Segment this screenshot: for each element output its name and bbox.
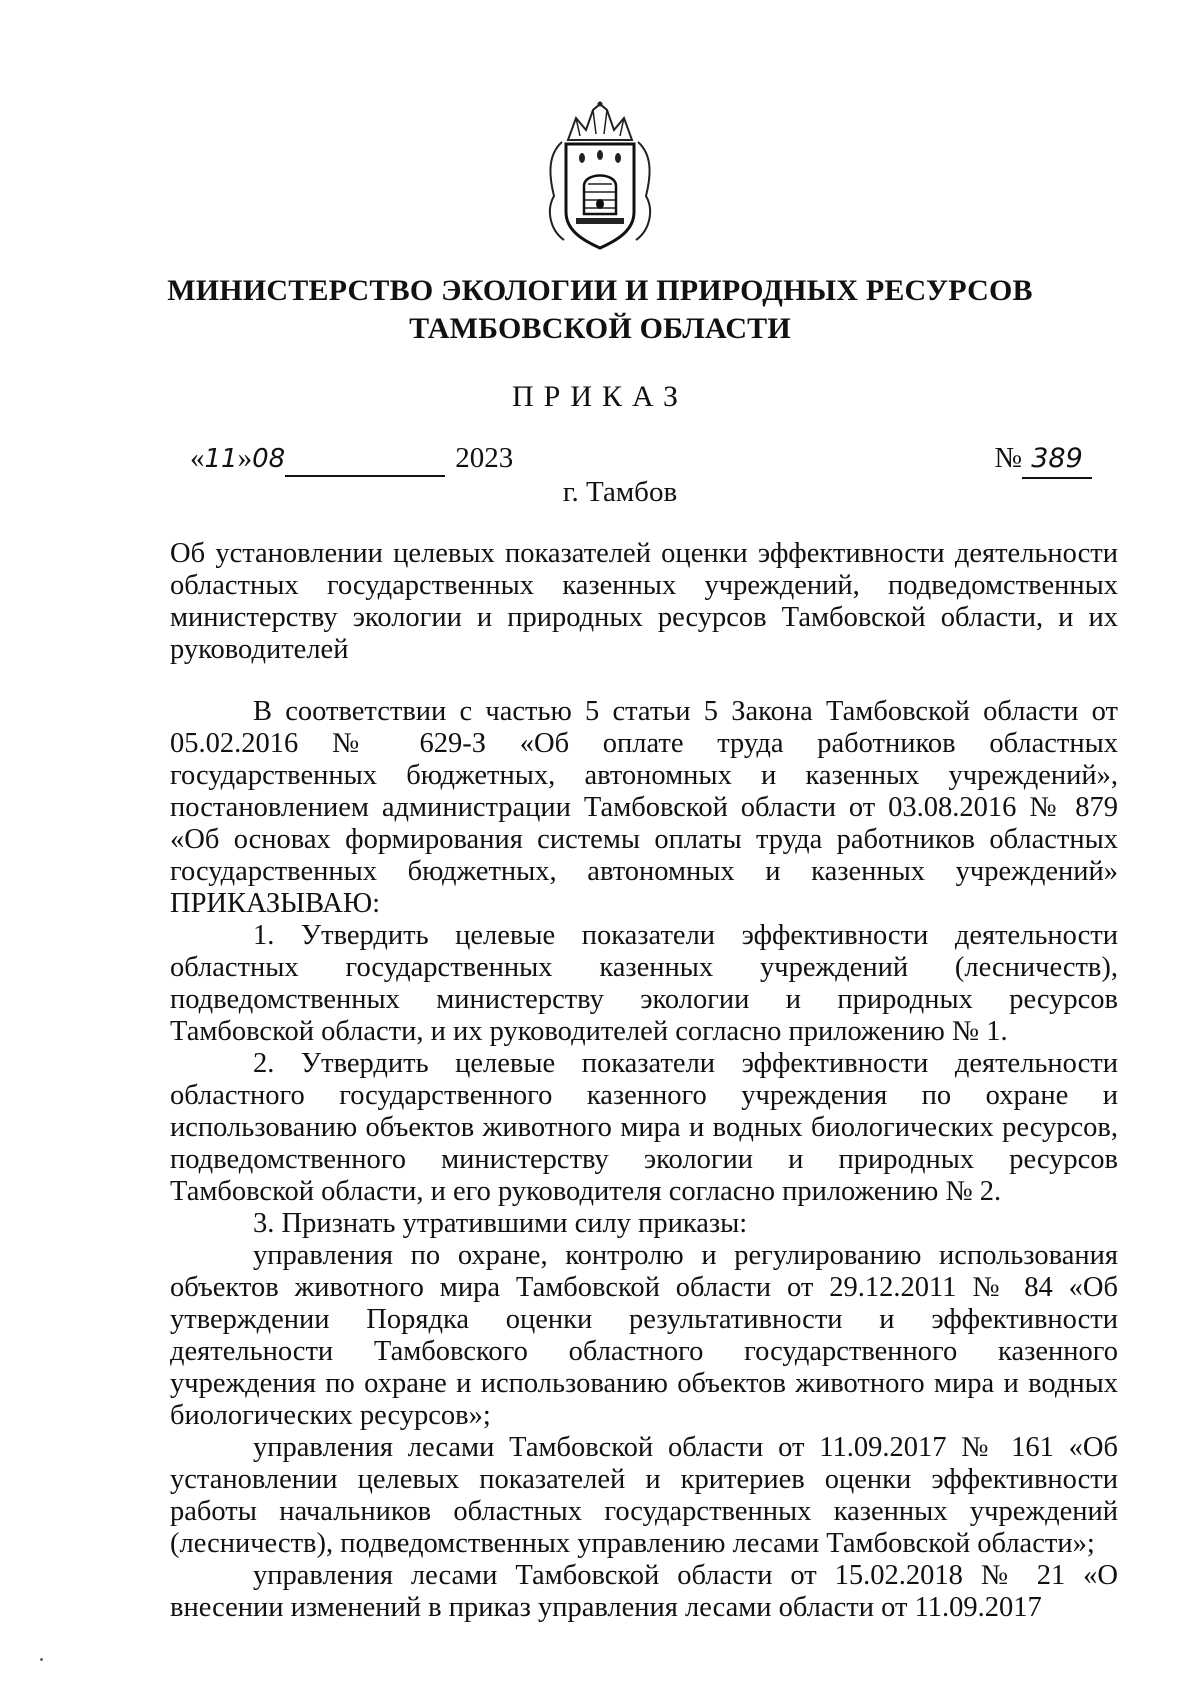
ministry-name-line1: МИНИСТЕРСТВО ЭКОЛОГИИ И ПРИРОДНЫХ РЕСУРСОВ — [167, 274, 1033, 307]
document-body — [170, 538, 1118, 1624]
date-underline — [285, 447, 445, 477]
number-label: № — [994, 442, 1022, 474]
repealed-order-2: управления лесами Тамбовской области от 11.09.2017 № 161 «Об установлении целевых показателей и критериев оценки эффективности работы начальников областных государственных казенных учреждений (лесничеств), подведомственных управлению лесами Тамбовской области»; — [170, 1432, 1118, 1559]
tambov-coat-of-arms-icon — [540, 100, 660, 252]
repealed-order-1: управления по охране, контролю и регулированию использования объектов животного мира Тамбовской области от 29.12.2011 № 84 «Об утверждении Порядка оценки результативности и эффективности деятельности Тамбовского областного государственного казенного учреждения по охране и использованию объектов животного мира и водных биологических ресурсов»; — [170, 1240, 1118, 1431]
document-type: ПРИКАЗ — [512, 380, 688, 413]
item-2-paragraph: 2. Утвердить целевые показатели эффективности деятельности областного государственного казенного учреждения по охране и использованию объектов животного мира и водных биологических ресурсов, подведомственного министерству экологии и природных ресурсов Тамбовской области, и его руководителя согласно приложению № 2. — [170, 1048, 1118, 1207]
date-open-quote: « — [190, 442, 205, 474]
item-3-paragraph: 3. Признать утратившими силу приказы: — [253, 1208, 748, 1239]
scan-speck — [40, 1658, 43, 1661]
date-close-quote: » — [237, 442, 253, 474]
city: г. Тамбов — [562, 476, 678, 508]
order-date — [190, 440, 513, 477]
repealed-order-3: управления лесами Тамбовской области от 15.02.2018 № 21 «О внесении изменений в приказ управления лесами области от 11.09.2017 — [170, 1560, 1118, 1623]
item-1-paragraph: 1. Утвердить целевые показатели эффективности деятельности областных государственных казенных учреждений (лесничеств), подведомственных министерству экологии и природных ресурсов Тамбовской области, и их руководителей согласно приложению № 1. — [170, 920, 1118, 1047]
ministry-name — [0, 272, 1200, 348]
order-number — [994, 440, 1092, 479]
date-month: 08 — [252, 444, 286, 474]
preamble-paragraph: В соответствии с частью 5 статьи 5 Закона Тамбовской области от 05.02.2016 № 629-З «Об оплате труда работников областных государственных бюджетных, автономных и казенных учреждений», постановлением администрации Тамбовской области от 03.08.2016 № 879 «Об основах формирования системы оплаты труда работников областных государственных бюджетных, автономных и казенных учреждений» ПРИКАЗЫВАЮ: — [170, 696, 1118, 919]
order-subject: Об установлении целевых показателей оценки эффективности деятельности областных государственных казенных учреждений, подведомственных министерству экологии и природных ресурсов Тамбовской области, и их руководителей — [170, 538, 1118, 665]
ministry-name-line2: ТАМБОВСКОЙ ОБЛАСТИ — [409, 312, 791, 345]
date-day: 11 — [204, 444, 238, 474]
date-year: 2023 — [455, 442, 514, 474]
number-value: 389 — [1022, 441, 1092, 479]
